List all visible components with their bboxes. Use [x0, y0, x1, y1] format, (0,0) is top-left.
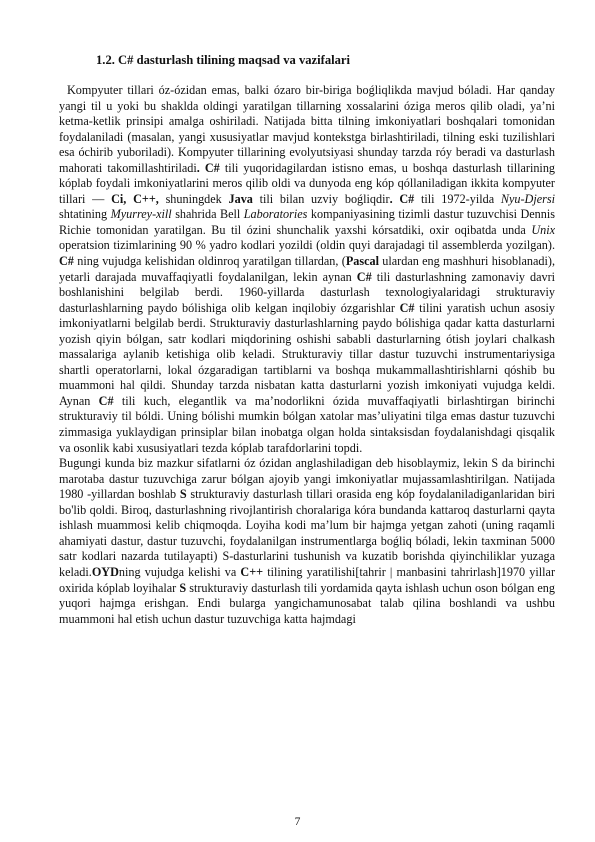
text-span: tili dasturlashning zamonaviy davri boshlanishini belgilab berdi. 1960-yillarda dasturlash texnologiyalaridagi strukturaviy dasturlashlarning paydo bólishiga olib kelgan inqilobiy ózgarishlar [59, 269, 556, 315]
text-span: strukturaviy dasturlash tili yordamida qayta ishlash uchun oson bólgan eng yuqori hajmga erishgan. Endi bularga yangichamunosabat talab qilina boshlandi va ushbu muammoni hal etish uchun dastur tuzuvchiga katta hajmdagi [59, 580, 555, 626]
italic-place: Nyu-Djersi [500, 191, 556, 206]
bold-term-csharp: C# [399, 191, 415, 206]
text-span: kompaniyasining tizimli dastur tuzuvchisi Dennis Richie tomonidan yaratilgan. Bu til ózini shunchalik yaxshi kórsatdiki, oxir oqibatda unda [59, 207, 555, 237]
text-span: shuningdek [165, 191, 222, 206]
text-span: ulardan eng mashhuri hisoblanadi), yetarli darajada muvaffaqiyatli foydalanilgan, lekin aynan [59, 254, 556, 284]
bold-term-c-cpp: Ci, C++, [111, 191, 159, 206]
text-span: Bugungi kunda biz mazkur sifatlarni óz ózidan anglashiladigan deb hisoblaymiz, lekin S da birinchi marotaba dastur tuzuvchiga zarur bólgan ajoyib yangi imkoniyatlar mujassamlashtirilgan. Natijada 1980 -yillardan boshlab [59, 456, 555, 502]
text-span: tilini yaratish uchun asosiy imkoniyatlarni belgilab berdi. Strukturaviy dasturlashlarning paydo bólishiga qadar katta dasturlarni yozish qiyin bólgan, satr kodlari miqdorining oshishi sababli dasturlarning ótish joylari chalkash massalariga aylanib ketishiga olib keladi. Strukturaviy tillar dastur tuzuvchi instrumentariysiga shartli operatorlarni, lokal ózgaradigan tartiblarni va boshqa mukammallashtirishlarni qóshib bu muammoni hal qildi. Shunday tarzda nisbatan katta dasturlarni yozish imkoniyati vujudga keldi. Aynan [59, 300, 555, 408]
text-span: tili bilan uzviy boǵliqdir [259, 191, 390, 206]
bold-term-csharp: C# [399, 300, 415, 315]
paragraph-1 [59, 83, 555, 456]
text-span: strukturaviy dasturlash tillari orasida eng kóp foydalaniladiganlaridan biri bo'lib qoldi. Biroq, dasturlashning rivojlantirish choralariga kóra bundanda kattaroq dasturlarni qayta ishlash muammosi kelib chiqmoqda. Loyiha kodi maʼlum bir hajmga yetgan zahoti (uning raqamli ahamiyati dastur, dastur tuzuvchi, foydalanilgan instrumentlarga boǵliq bóladi, lekin taxminan 5000 satr kodlari nazarda tutilayapti) S-dasturlarini tushunish va kuzatib borishda qiyinchiliklar yuzaga keladi. [59, 487, 556, 579]
bold-term-oyd: OYD [91, 564, 119, 579]
section-heading: 1.2. C# dasturlash tilining maqsad va vazifalari [96, 53, 351, 67]
italic-place: Myurrey-xill [110, 207, 172, 222]
italic-unix: Unix [531, 222, 556, 237]
bold-term-csharp: C# [204, 160, 220, 175]
bold-term-csharp: C# [356, 269, 372, 284]
text-span: shahrida Bell [175, 207, 241, 222]
text-span: tili yuqoridagilardan istisno emas, u boshqa dasturlash tillarining kóplab foydali imkoniyatlarini meros qilib oldi va dunyoda eng kóp qóllaniladigan ikkita kompyuter tillari — [59, 160, 556, 206]
italic-company: Laboratories [243, 207, 308, 222]
bold-term-pascal: Pascal [345, 254, 379, 269]
bold-term-java: Java [228, 191, 253, 206]
bold-term-csharp: C# [59, 254, 74, 269]
text-span: tili kuch, elegantlik va maʼnodorlikni ózida muvaffaqiyatli birlashtirgan birinchi strukturaviy til bóldi. Uning bólishi mumkin bólgan xatolar masʼuliyatini tilga emas dastur tuzuvchi zimmasiga yuklaydigan prinsiplar bilan inobatga olgan holda sintaksisdan foydalanishdagi qisqalik va osonlik kabi xususiyatlari tezda kóplab tarafdorlarini topdi. [59, 393, 555, 455]
text-span: ning vujudga kelishi va [118, 564, 237, 579]
bold-term-cpp: C++ [240, 564, 264, 579]
text-span: ning vujudga kelishidan oldinroq yaratilgan tillardan, ( [77, 254, 346, 269]
text-span: tili 1972-yilda [421, 191, 495, 206]
document-page [59, 52, 555, 627]
bold-dot: . [389, 191, 393, 206]
bold-dot: . [196, 160, 200, 175]
text-span: tilining yaratilishi[tahrir | manbasini tahrirlash]1970 yillar oxirida kóplab loyihalar [59, 564, 556, 595]
page-number: 7 [294, 816, 301, 828]
text-span: operatsion tizimlarining 90 % yadro kodlari yozildi (oldin quyi darajadagi til assemblerda yozilgan). [59, 238, 555, 253]
bold-term-s: S [179, 487, 187, 502]
bold-term-csharp: C# [98, 393, 114, 408]
paragraph-2 [59, 456, 555, 627]
bold-term-s: S [179, 580, 187, 595]
text-span: shtatining [59, 207, 108, 222]
text-span: Kompyuter tillari óz-ózidan emas, balki ózaro bir-biriga boǵliqlikda mavjud bóladi. Har qanday yangi til u yoki bu shaklda oldingi yaratilgan tillarning xossalarini óziga meros qilib oladi, yaʼni ketma-ketlik prinsipi amalga oshiriladi. Natijada bitta tilning imkoniyatlari boshqalari tomonidan foydalaniladi (masalan, yangi xususiyatlar mavjud kontekstga birlashtiriladi, tilning eski tuzilishlari esa óchirib yuboriladi). Kompyuter tillarining evolyutsiyasi shunday tarzda róy beradi va dasturlash mahorati takomillashtiriladi [59, 83, 555, 175]
